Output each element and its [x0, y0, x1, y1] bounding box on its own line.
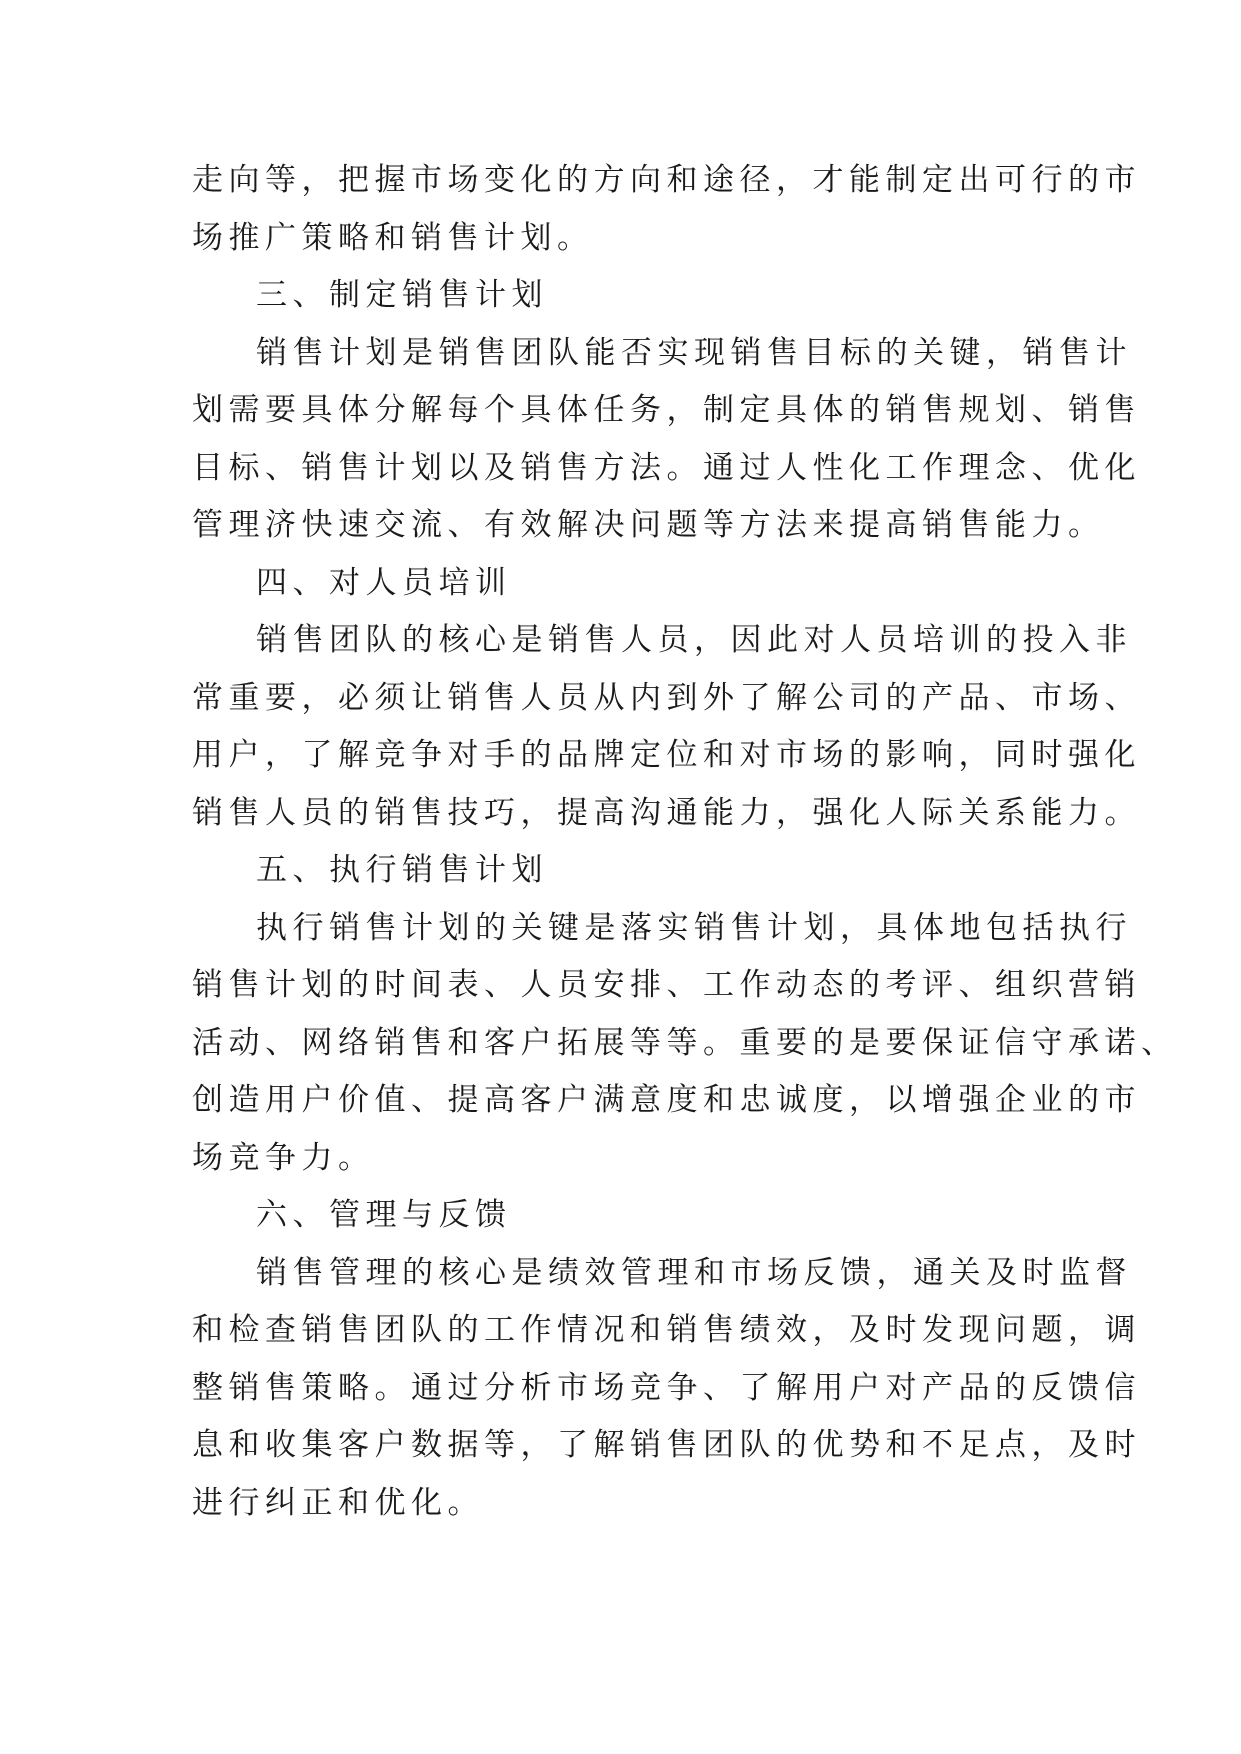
text-line: 销售团队的核心是销售人员，因此对人员培训的投入非	[256, 622, 1132, 658]
heading-text: 四、对人员培训	[256, 564, 512, 601]
text-line: 息和收集客户数据等，了解销售团队的优势和不足点，及时	[192, 1427, 1141, 1463]
text-line: 划需要具体分解每个具体任务，制定具体的销售规划、销售	[192, 392, 1141, 428]
section-heading-3	[192, 267, 1052, 325]
section-heading-4	[192, 555, 1052, 613]
text-line: 用户，了解竞争对手的品牌定位和对市场的影响，同时强化	[192, 737, 1141, 773]
text-line: 进行纠正和优化。	[192, 1484, 484, 1521]
paragraph-execution	[192, 900, 1178, 1188]
text-line: 目标、销售计划以及销售方法。通过人性化工作理念、优化	[192, 449, 1141, 486]
paragraph-training	[192, 612, 1141, 842]
text-line: 创造用户价值、提高客户满意度和忠诚度，以增强企业的市	[192, 1082, 1141, 1118]
paragraph-sales-plan	[192, 325, 1141, 555]
heading-text: 六、管理与反馈	[256, 1197, 512, 1233]
heading-text: 五、执行销售计划	[256, 852, 548, 888]
text-line: 销售人员的销售技巧，提高沟通能力，强化人际关系能力。	[192, 794, 1141, 831]
text-line: 执行销售计划的关键是落实销售计划，具体地包括执行	[256, 909, 1132, 946]
section-heading-5	[192, 842, 1052, 900]
text-line: 销售管理的核心是绩效管理和市场反馈，通关及时监督	[256, 1254, 1132, 1291]
text-line: 整销售策略。通过分析市场竞争、了解用户对产品的反馈信	[192, 1369, 1141, 1406]
document-page	[192, 152, 1178, 1532]
text-line: 管理济快速交流、有效解决问题等方法来提高销售能力。	[192, 507, 1105, 543]
text-line: 场推广策略和销售计划。	[192, 219, 594, 256]
heading-text: 三、制定销售计划	[256, 277, 548, 313]
text-line: 销售计划是销售团队能否实现销售目标的关键，销售计	[256, 334, 1132, 371]
text-line: 和检查销售团队的工作情况和销售绩效，及时发现问题，调	[192, 1312, 1141, 1348]
paragraph-management	[192, 1245, 1141, 1533]
paragraph-continuation	[192, 152, 1141, 267]
text-line: 活动、网络销售和客户拓展等等。重要的是要保证信守承诺、	[192, 1024, 1178, 1061]
text-line: 走向等，把握市场变化的方向和途径，才能制定出可行的市	[192, 162, 1141, 198]
text-line: 销售计划的时间表、人员安排、工作动态的考评、组织营销	[192, 967, 1141, 1003]
text-line: 场竞争力。	[192, 1139, 375, 1176]
section-heading-6	[192, 1187, 1052, 1245]
text-line: 常重要，必须让销售人员从内到外了解公司的产品、市场、	[192, 679, 1141, 716]
